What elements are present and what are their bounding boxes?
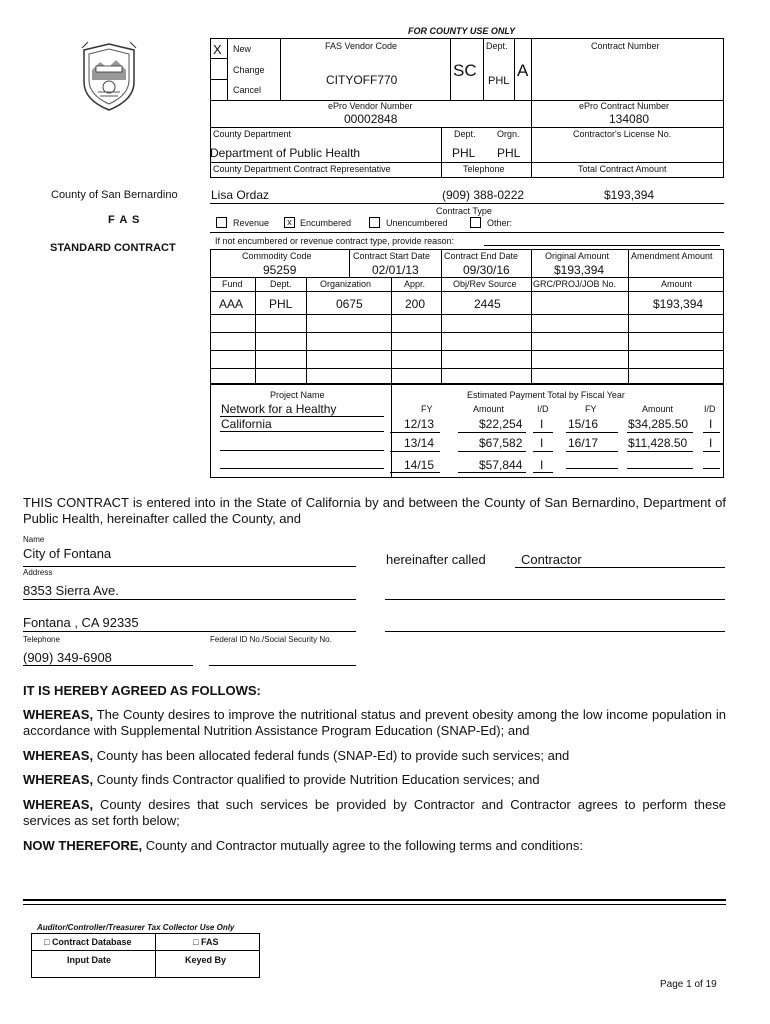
fas-checkbox-label: □ FAS	[193, 937, 219, 947]
id-right-0: I	[709, 417, 713, 431]
auditor-title: Auditor/Controller/Treasurer Tax Collector Use Only	[37, 923, 235, 932]
start-date-label: Contract Start Date	[353, 251, 431, 261]
whereas-paragraph-3	[23, 772, 726, 788]
id-right-1: I	[709, 436, 713, 450]
county-use-only-label: FOR COUNTY USE ONLY	[408, 26, 516, 36]
whereas-text-4: County desires that such services be provided by Contractor and Contractor agrees to perform these services as set forth below;	[23, 797, 726, 828]
fund-header-appr: Appr.	[404, 279, 426, 289]
fund-cell-organization: 0675	[336, 297, 363, 311]
other-checkbox[interactable]	[470, 217, 481, 228]
whereas-text-1: The County desires to improve the nutritional status and prevent obesity among the low income population in accordance with Supplemental Nutrition Assistance Program Education (SNAP-Ed); and	[23, 707, 726, 738]
revenue-checkbox[interactable]	[216, 217, 227, 228]
epro-vendor-label: ePro Vendor Number	[328, 101, 413, 111]
id-left-1: I	[540, 436, 544, 450]
name-value: City of Fontana	[23, 546, 112, 561]
other-label: Other:	[487, 218, 513, 228]
unencumbered-label: Unencumbered	[386, 218, 448, 228]
whereas-paragraph-4	[23, 797, 726, 829]
dept2-label: Dept.	[454, 129, 476, 139]
commodity-code-value: 95259	[263, 263, 297, 277]
fund-header-obj-rev: Obj/Rev Source	[453, 279, 517, 289]
amendment-amount-label: Amendment Amount	[631, 251, 713, 261]
whereas-label-2: WHEREAS,	[23, 748, 94, 763]
fund-header-grc: GRC/PROJ/JOB No.	[533, 279, 617, 289]
rep-label: County Department Contract Representative	[213, 164, 391, 174]
now-therefore-text: County and Contractor mutually agree to the following terms and conditions:	[145, 838, 583, 853]
whereas-text-3: County finds Contractor qualified to provide Nutrition Education services; and	[96, 772, 540, 787]
fas-title: F A S	[108, 214, 141, 226]
dept-label: Dept.	[486, 41, 508, 51]
input-date-label: Input Date	[67, 955, 111, 965]
whereas-label-4: WHEREAS,	[23, 797, 94, 812]
original-amount-label: Original Amount	[545, 251, 610, 261]
project-name-line2: California	[221, 417, 272, 431]
fy-left-0: 12/13	[404, 417, 435, 431]
license-label: Contractor's License No.	[573, 129, 672, 139]
amount-label-left: Amount	[473, 404, 505, 414]
fund-header-dept: Dept.	[270, 279, 292, 289]
fy-label-left: FY	[421, 404, 433, 414]
project-name-label: Project Name	[270, 390, 325, 400]
agreement-heading: IT IS HEREBY AGREED AS FOLLOWS:	[23, 683, 261, 698]
reason-label: If not encumbered or revenue contract type, provide reason:	[215, 236, 455, 246]
dept2-value: PHL	[452, 146, 476, 160]
amount-left-0: $22,254	[479, 417, 523, 431]
keyed-by-label: Keyed By	[185, 955, 227, 965]
orgn-label: Orgn.	[497, 129, 520, 139]
whereas-label-3: WHEREAS,	[23, 772, 94, 787]
telephone-value: (909) 388-0222	[442, 188, 525, 202]
standard-contract-title: STANDARD CONTRACT	[50, 242, 176, 254]
federal-id-label: Federal ID No./Social Security No.	[210, 635, 332, 644]
new-label: New	[233, 44, 252, 54]
project-name-line1: Network for a Healthy	[221, 402, 337, 416]
address-line2: Fontana , CA 92335	[23, 615, 139, 630]
id-label-left: I/D	[537, 404, 549, 414]
epro-contract-label: ePro Contract Number	[579, 101, 670, 111]
now-therefore-label: NOW THEREFORE,	[23, 838, 143, 853]
county-department-label: County Department	[213, 129, 292, 139]
contract-database-text: Contract Database	[51, 937, 132, 947]
fund-header-organization: Organization	[320, 279, 372, 289]
start-date-value: 02/01/13	[372, 263, 419, 277]
epro-contract-value: 134080	[609, 112, 650, 126]
telephone-label-contractor: Telephone	[23, 635, 60, 644]
whereas-paragraph-2	[23, 748, 726, 764]
county-name: County of San Bernardino	[51, 189, 178, 201]
fy-right-1: 16/17	[568, 436, 599, 450]
total-amount-label: Total Contract Amount	[578, 164, 667, 174]
fas-vendor-code-value: CITYOFF770	[326, 73, 398, 87]
encumbered-label: Encumbered	[300, 218, 352, 228]
hereinafter-label: hereinafter called	[386, 552, 486, 567]
id-label-right: I/D	[704, 404, 716, 414]
end-date-value: 09/30/16	[463, 263, 510, 277]
fas-vendor-code-label: FAS Vendor Code	[325, 41, 398, 51]
name-label: Name	[23, 535, 45, 544]
fund-cell-amount: $193,394	[653, 297, 704, 311]
fund-cell-fund: AAA	[219, 297, 244, 311]
commodity-code-label: Commodity Code	[242, 251, 312, 261]
amount-left-1: $67,582	[479, 436, 523, 450]
unencumbered-checkbox[interactable]	[369, 217, 380, 228]
fund-cell-obj-rev: 2445	[474, 297, 501, 311]
address-line1: 8353 Sierra Ave.	[23, 583, 119, 598]
a-value: A	[517, 61, 529, 80]
amount-label-right: Amount	[642, 404, 674, 414]
page-number: Page 1 of 19	[660, 979, 717, 990]
fund-cell-dept: PHL	[269, 297, 293, 311]
amount-left-2: $57,844	[479, 458, 523, 472]
whereas-paragraph-1	[23, 707, 726, 739]
sc-value: SC	[453, 61, 477, 80]
whereas-label-1: WHEREAS,	[23, 707, 94, 722]
address-label: Address	[23, 568, 53, 577]
fas-checkbox-text: FAS	[200, 937, 219, 947]
id-left-2: I	[540, 458, 544, 472]
contract-database-label: □ Contract Database	[44, 937, 132, 947]
dept-value: PHL	[488, 75, 510, 87]
epro-vendor-value: 00002848	[344, 112, 398, 126]
amount-right-1: $11,428.50	[628, 436, 688, 450]
orgn-value: PHL	[497, 146, 521, 160]
fund-header-amount: Amount	[661, 279, 693, 289]
revenue-label: Revenue	[233, 218, 270, 228]
telephone-label: Telephone	[463, 164, 505, 174]
fy-left-2: 14/15	[404, 458, 435, 472]
encumbered-checkbox[interactable]: x	[284, 217, 295, 228]
fy-left-1: 13/14	[404, 436, 435, 450]
county-department-value: Department of Public Health	[210, 146, 361, 160]
fy-label-right: FY	[585, 404, 597, 414]
cancel-label: Cancel	[233, 85, 262, 95]
contract-type-label: Contract Type	[436, 206, 492, 216]
end-date-label: Contract End Date	[444, 251, 519, 261]
fy-right-0: 15/16	[568, 417, 599, 431]
amount-right-0: $34,285.50	[628, 417, 689, 431]
reason-line	[484, 245, 720, 246]
fund-cell-appr: 200	[405, 297, 426, 311]
now-therefore-paragraph	[23, 838, 726, 854]
estimated-payment-label: Estimated Payment Total by Fiscal Year	[467, 390, 625, 400]
change-label: Change	[233, 65, 265, 75]
fund-header-fund: Fund	[222, 279, 243, 289]
bottom-double-rule	[23, 899, 726, 905]
new-checkbox-mark[interactable]: X	[213, 42, 222, 57]
contract-number-label: Contract Number	[591, 41, 660, 51]
original-amount-value: $193,394	[554, 263, 605, 277]
hereinafter-value: Contractor	[521, 552, 582, 567]
total-amount-value: $193,394	[604, 188, 655, 202]
rep-value: Lisa Ordaz	[211, 188, 270, 202]
whereas-text-2: County has been allocated federal funds (SNAP-Ed) to provide such services; and	[96, 748, 570, 763]
telephone-value-contractor: (909) 349-6908	[23, 650, 112, 665]
intro-paragraph: THIS CONTRACT is entered into in the State of California by and between the County of San Bernardino, Department of Public Health, hereinafter called the County, and	[23, 495, 726, 526]
id-left-0: I	[540, 417, 544, 431]
county-seal-logo	[78, 40, 140, 112]
